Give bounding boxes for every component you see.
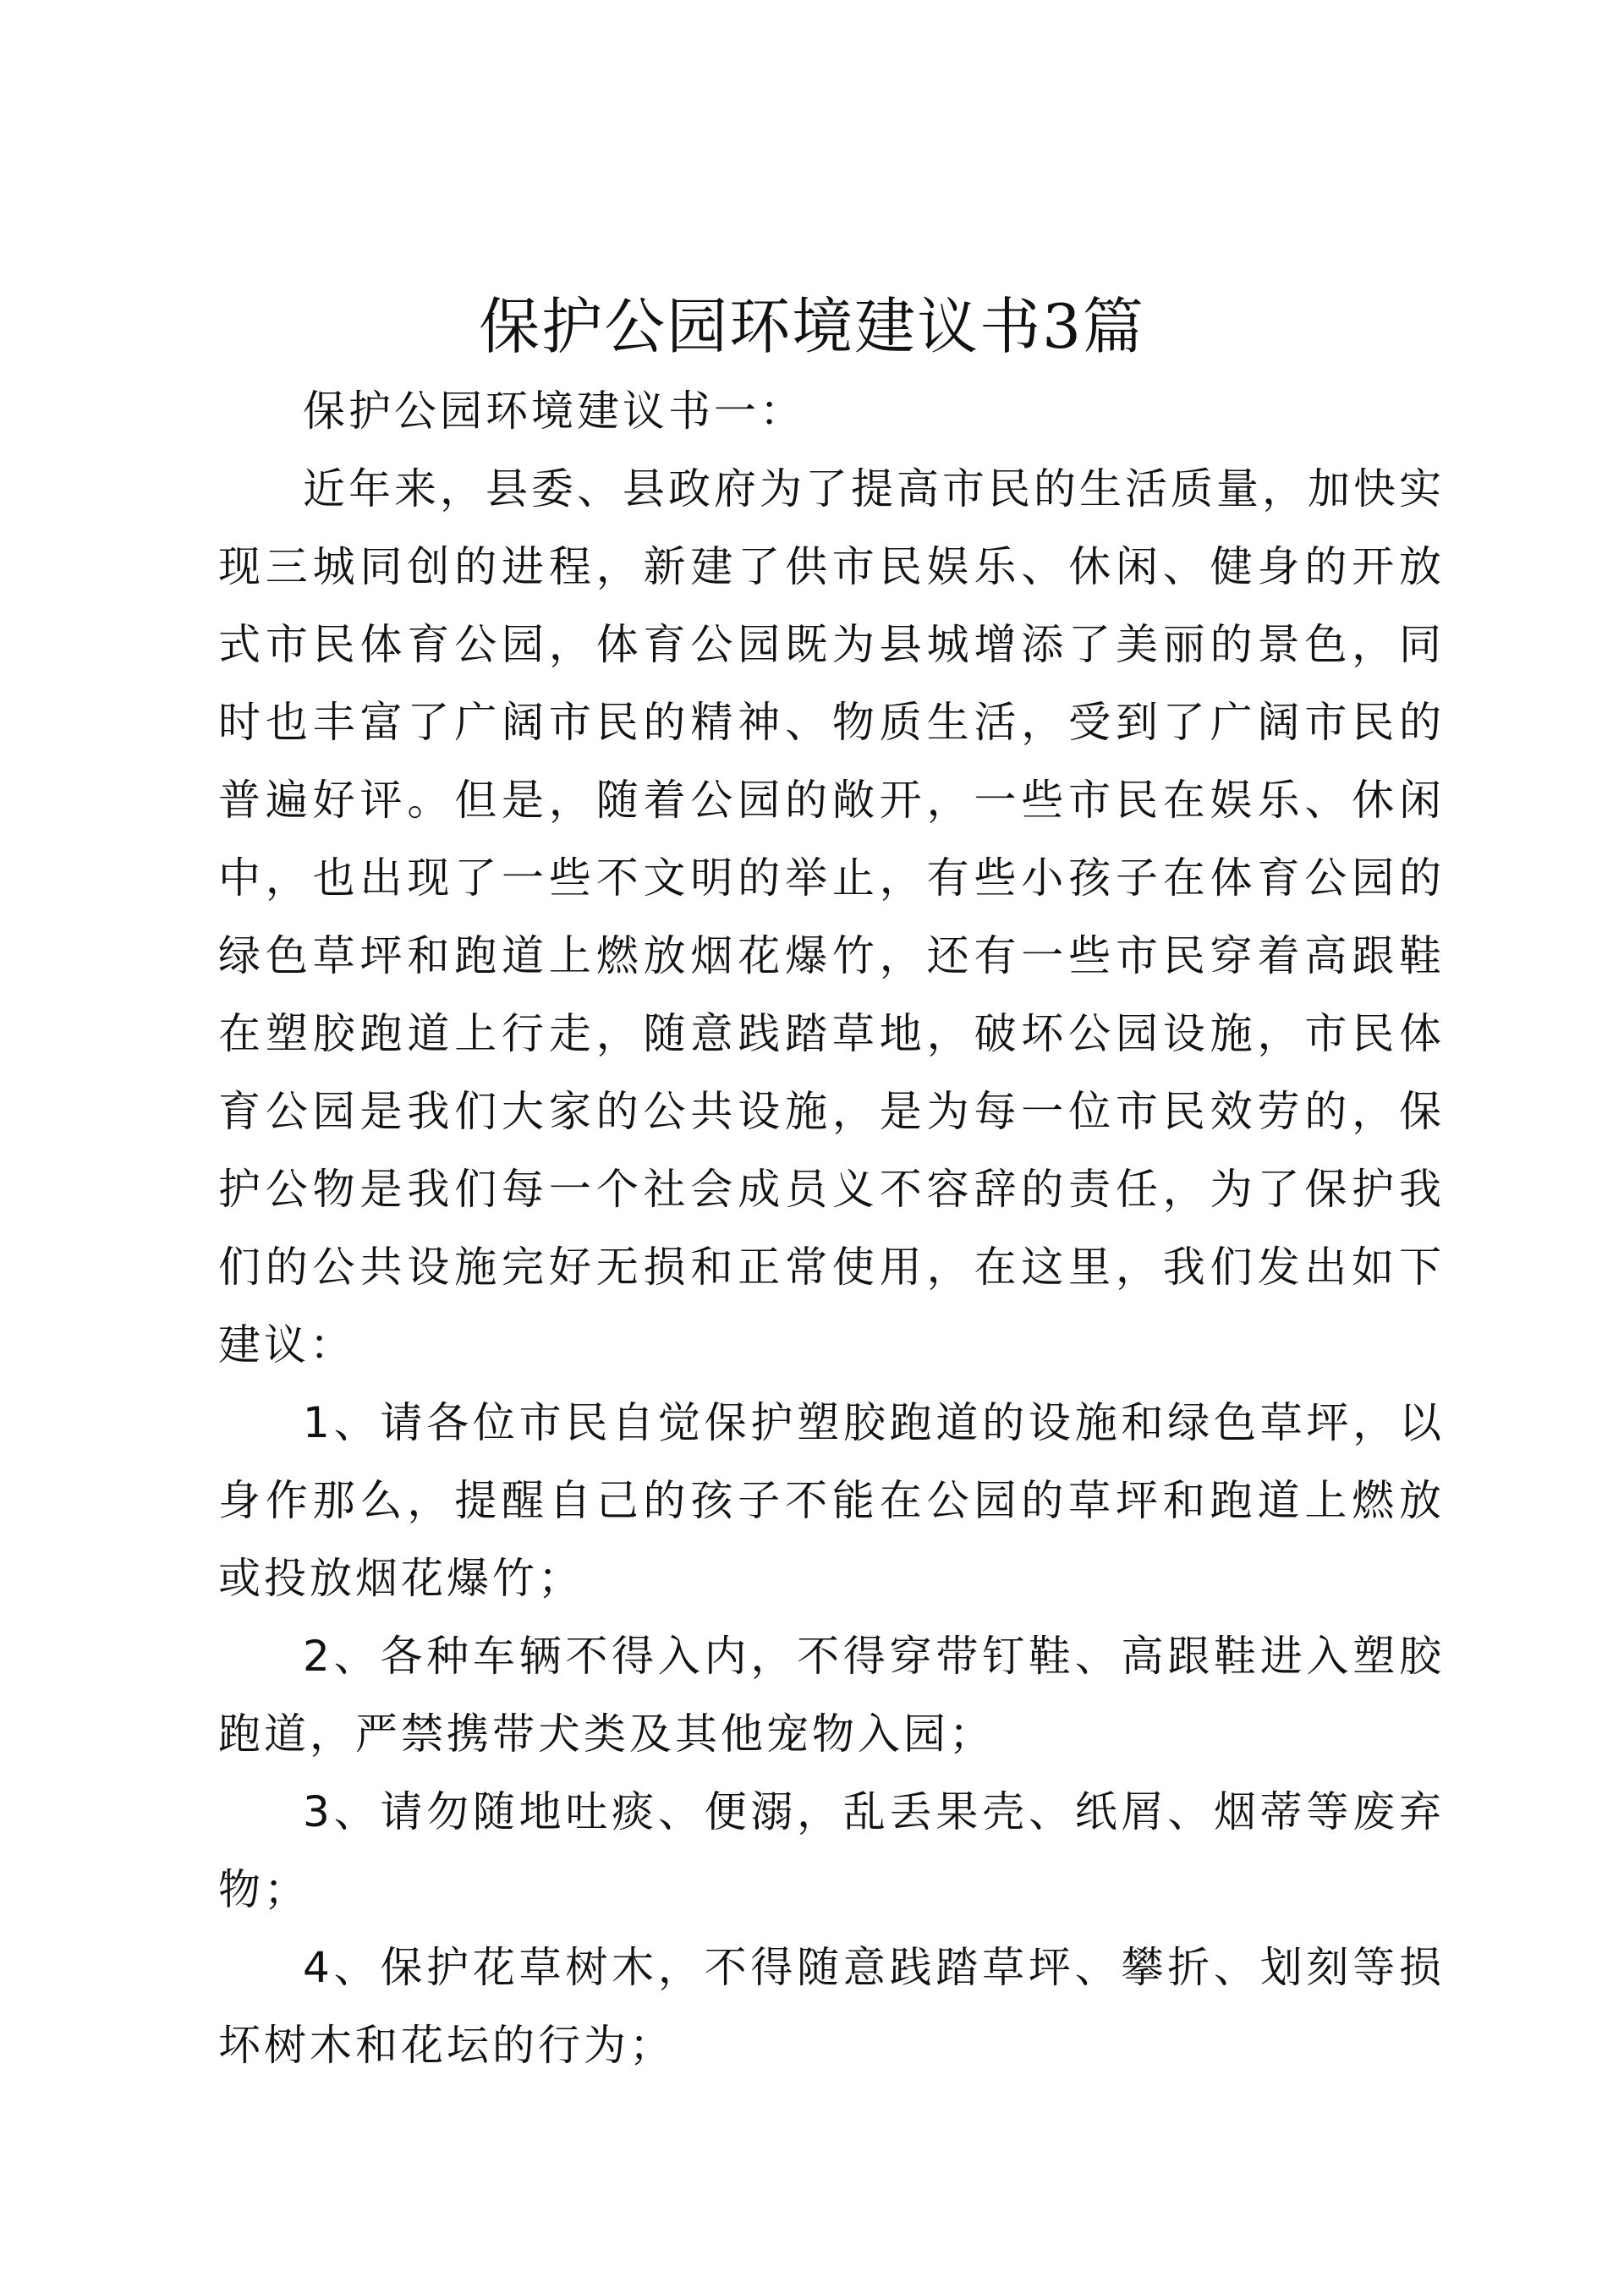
document-body xyxy=(218,372,1445,2084)
list-item: 3、请勿随地吐痰、便溺，乱丢果壳、纸屑、烟蒂等废弃物； xyxy=(218,1787,1445,1914)
document-title: 保护公园环境建议书3篇 xyxy=(479,291,1145,362)
section-heading: 保护公园环境建议书一： xyxy=(303,387,805,436)
body-paragraph: 近年来，县委、县政府为了提高市民的生活质量，加快实现三城同创的进程，新建了供市民娱乐、休闲、健身的开放式市民体育公园，体育公园既为县城增添了美丽的景色，同时也丰富了广阔市民的精神、物质生活，受到了广阔市民的普遍好评。但是，随着公园的敞开，一些市民在娱乐、休闲中，也出现了一些不文明的举止，有些小孩子在体育公园的绿色草坪和跑道上燃放烟花爆竹，还有一些市民穿着高跟鞋在塑胶跑道上行走，随意践踏草地，破坏公园设施，市民体育公园是我们大家的公共设施，是为每一位市民效劳的，保护公物是我们每一个社会成员义不容辞的责任，为了保护我们的公共设施完好无损和正常使用，在这里，我们发出如下建议： xyxy=(218,464,1445,1369)
list-item: 1、请各位市民自觉保护塑胶跑道的设施和绿色草坪，以身作那么，提醒自己的孩子不能在公园的草坪和跑道上燃放或投放烟花爆竹； xyxy=(218,1398,1445,1603)
list-item: 4、保护花草树木，不得随意践踏草坪、攀折、划刻等损坏树木和花坛的行为； xyxy=(218,1943,1445,2070)
list-item: 2、各种车辆不得入内，不得穿带钉鞋、高跟鞋进入塑胶跑道，严禁携带犬类及其他宠物入园； xyxy=(218,1632,1445,1759)
